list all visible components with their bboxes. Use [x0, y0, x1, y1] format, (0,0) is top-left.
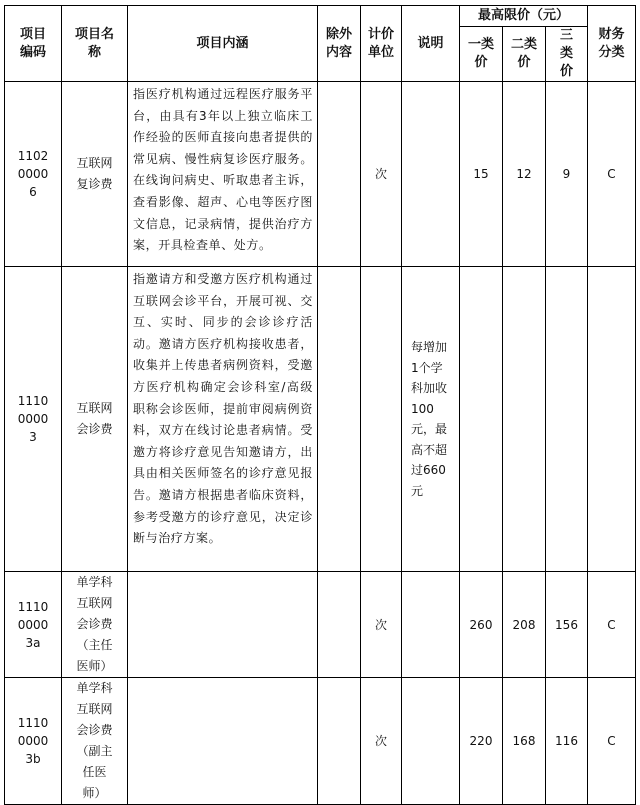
cell-finance: C: [588, 82, 636, 267]
cell-code: 111000003b: [5, 678, 62, 805]
cell-code: 111000003a: [5, 572, 62, 678]
cell-exclude: [318, 678, 361, 805]
cell-name: 互联网会诊费: [62, 267, 128, 572]
cell-finance: [588, 267, 636, 572]
header-exclude: 除外内容: [318, 6, 361, 82]
cell-name: 单学科互联网会诊费（副主任医师）: [62, 678, 128, 805]
cell-price-3: 156: [546, 572, 588, 678]
cell-unit: 次: [361, 678, 402, 805]
header-unit: 计价单位: [361, 6, 402, 82]
header-class3: 三类价: [546, 27, 588, 82]
cell-note: [402, 678, 460, 805]
header-code: 项目编码: [5, 6, 62, 82]
cell-code: 111000003: [5, 267, 62, 572]
header-finance: 财务分类: [588, 6, 636, 82]
header-max-price: 最高限价（元）: [460, 6, 588, 27]
header-class1: 一类价: [460, 27, 503, 82]
cell-exclude: [318, 82, 361, 267]
cell-content: [128, 678, 318, 805]
cell-content: [128, 572, 318, 678]
cell-unit: [361, 267, 402, 572]
price-table: [4, 5, 636, 805]
table-row: [5, 678, 636, 805]
header-content: 项目内涵: [128, 6, 318, 82]
cell-price-2: [503, 267, 546, 572]
cell-note: [402, 82, 460, 267]
cell-price-1: 260: [460, 572, 503, 678]
cell-name: 单学科互联网会诊费（主任医师）: [62, 572, 128, 678]
cell-content: 指邀请方和受邀方医疗机构通过互联网会诊平台，开展可视、交互、实时、同步的会诊诊疗活动。邀请方医疗机构接收患者，收集并上传患者病例资料，受邀方医疗机构确定会诊科室/高级职称会诊医师，提前审阅病例资料，双方在线讨论患者病情。受邀方将诊疗意见告知邀请方，出具由相关医师签名的诊疗意见报告。邀请方根据患者临床资料，参考受邀方的诊疗意见，决定诊断与治疗方案。: [128, 267, 318, 572]
cell-note: 每增加1个学科加收100元，最高不超过660元: [402, 267, 460, 572]
cell-finance: C: [588, 678, 636, 805]
cell-price-2: 208: [503, 572, 546, 678]
cell-price-2: 168: [503, 678, 546, 805]
header-class2: 二类价: [503, 27, 546, 82]
table-row: [5, 267, 636, 572]
cell-price-1: 15: [460, 82, 503, 267]
cell-price-1: [460, 267, 503, 572]
cell-name: 互联网复诊费: [62, 82, 128, 267]
header-name: 项目名称: [62, 6, 128, 82]
table-row: [5, 82, 636, 267]
cell-price-3: [546, 267, 588, 572]
cell-note: [402, 572, 460, 678]
cell-finance: C: [588, 572, 636, 678]
header-note: 说明: [402, 6, 460, 82]
cell-content: 指医疗机构通过远程医疗服务平台，由具有3年以上独立临床工作经验的医师直接向患者提供的常见病、慢性病复诊医疗服务。在线询问病史、听取患者主诉，查看影像、超声、心电等医疗图文信息，记录病情，提供治疗方案，开具检查单、处方。: [128, 82, 318, 267]
table-row: [5, 572, 636, 678]
cell-price-3: 9: [546, 82, 588, 267]
cell-price-2: 12: [503, 82, 546, 267]
cell-unit: 次: [361, 82, 402, 267]
cell-exclude: [318, 572, 361, 678]
cell-unit: 次: [361, 572, 402, 678]
cell-exclude: [318, 267, 361, 572]
cell-price-1: 220: [460, 678, 503, 805]
cell-price-3: 116: [546, 678, 588, 805]
cell-code: 110200006: [5, 82, 62, 267]
